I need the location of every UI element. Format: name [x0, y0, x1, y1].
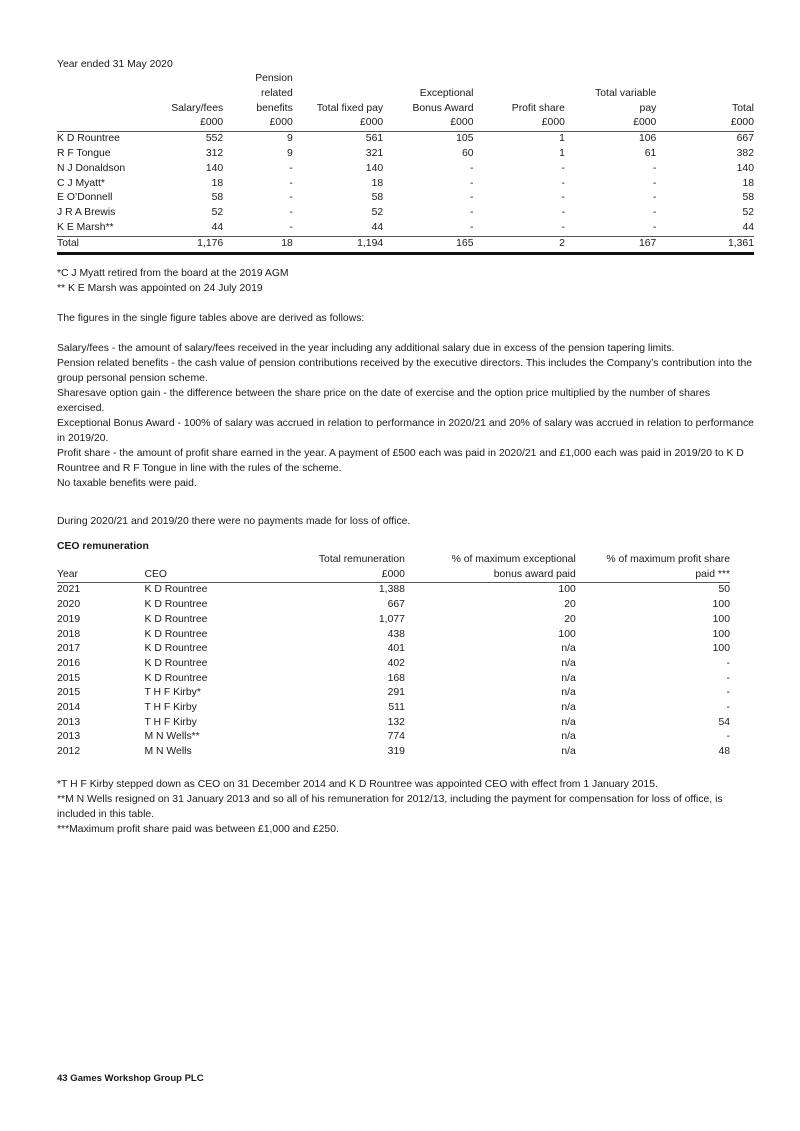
column-header: related [261, 87, 293, 99]
bonus-percent: n/a [561, 643, 576, 655]
cell-value: 106 [638, 133, 657, 145]
cell-value: 1,361 [656, 236, 754, 253]
column-header: paid *** [576, 568, 730, 583]
bonus-percent: n/a [561, 746, 576, 758]
derivation-salary: Salary/fees - the amount of salary/fees received in the year including any additional salary due in excess of the pension tapering limits. [57, 343, 675, 354]
table-row [57, 716, 730, 731]
table-row [57, 177, 754, 192]
ceo-name: M N Wells [144, 746, 192, 758]
bonus-percent: n/a [561, 702, 576, 714]
cell-value: 1,176 [153, 236, 224, 253]
cell-value: 52 [742, 207, 754, 219]
footnote: ** K E Marsh was appointed on 24 July 2019 [57, 283, 263, 294]
header-row-1 [57, 72, 754, 87]
cell-value: 140 [736, 162, 754, 174]
cell-value: 52 [371, 207, 384, 219]
cell-value: - [289, 192, 293, 204]
ceo-name: K D Rountree [144, 643, 208, 655]
cell-value: 61 [644, 147, 657, 159]
cell-value: 165 [383, 236, 473, 253]
total-remuneration: 132 [387, 716, 405, 728]
unit-header: £000 [656, 116, 754, 131]
table-row [57, 583, 730, 598]
column-header [656, 72, 754, 87]
profit-share-percent: - [726, 731, 730, 743]
column-header: Total fixed pay [316, 102, 384, 114]
footnote: ***Maximum profit share paid was between £1,000 and £250. [57, 824, 339, 835]
column-header [153, 72, 224, 87]
table-row [57, 132, 754, 147]
cell-value: - [652, 192, 657, 204]
cell-value: - [289, 221, 293, 233]
cell-value: 18 [211, 177, 224, 189]
year-cell: 2017 [57, 643, 81, 655]
cell-value: 9 [287, 147, 293, 159]
page-footer: 43 Games Workshop Group PLC [57, 1073, 204, 1084]
year-cell: 2015 [57, 687, 81, 699]
director-name: J R A Brewis [57, 207, 116, 219]
cell-value: - [652, 207, 657, 219]
table-row [57, 598, 730, 613]
notes-section [57, 266, 754, 529]
cell-value: 561 [365, 133, 384, 145]
cell-value: - [470, 177, 474, 189]
total-remuneration: 401 [387, 643, 405, 655]
cell-value: 167 [565, 236, 656, 253]
column-header [656, 87, 754, 102]
year-cell: 2019 [57, 613, 81, 625]
cell-value: 382 [736, 147, 754, 159]
column-header: Pension [255, 73, 293, 84]
profit-share-percent: 100 [712, 643, 730, 655]
total-row [57, 236, 754, 253]
total-remuneration: 667 [387, 599, 405, 611]
cell-value: 44 [371, 221, 384, 233]
ceo-footnotes [57, 777, 754, 837]
derivation-pension: Pension related benefits - the cash value of pension contributions received by the executive directors. This includes the Company’s contribution into the group personal pension scheme. [57, 358, 753, 384]
profit-share-percent: - [726, 687, 730, 699]
column-header: Exceptional [419, 87, 474, 99]
table-row [57, 206, 754, 221]
table-row [57, 686, 730, 701]
ceo-name: K D Rountree [144, 613, 208, 625]
column-header: % of maximum exceptional [451, 554, 576, 565]
cell-value: 321 [365, 147, 384, 159]
year-cell: 2020 [57, 599, 81, 611]
cell-value: - [561, 221, 565, 233]
ceo-name: K D Rountree [144, 672, 208, 684]
director-name: K E Marsh** [57, 221, 114, 233]
total-remuneration: 511 [388, 702, 405, 714]
bonus-percent: 20 [564, 599, 576, 611]
director-name: N J Donaldson [57, 162, 126, 174]
unit-header: £000 [474, 116, 565, 131]
total-remuneration: 774 [387, 731, 405, 743]
total-remuneration: 319 [387, 746, 405, 758]
header-row-2 [57, 568, 730, 583]
derivation-profit-share: Profit share - the amount of profit share earned in the year. A payment of £500 each was paid in 2020/21 and £1,000 each was paid in 2019/20 to K D Rountree and R F Tongue in line with the rules of the scheme. [57, 448, 744, 474]
cell-value: - [561, 192, 565, 204]
cell-value: 58 [211, 192, 224, 204]
header-row-1 [57, 553, 730, 568]
director-name: R F Tongue [57, 147, 111, 159]
column-header: £000 [270, 568, 405, 583]
profit-share-percent: 100 [712, 599, 730, 611]
cell-value: 18 [742, 177, 754, 189]
director-name: K D Rountree [57, 133, 120, 145]
cell-value: - [561, 177, 565, 189]
cell-value: 140 [205, 162, 224, 174]
profit-share-percent: 48 [718, 746, 730, 758]
cell-value: - [561, 162, 565, 174]
cell-value: - [652, 177, 657, 189]
total-remuneration: 168 [387, 672, 405, 684]
cell-value: 552 [205, 133, 224, 145]
cell-value: - [652, 221, 657, 233]
ceo-name: T H F Kirby [144, 716, 197, 728]
bonus-percent: 100 [558, 628, 576, 640]
ceo-name: K D Rountree [144, 584, 208, 596]
year-cell: 2013 [57, 731, 81, 743]
table-row [57, 613, 730, 628]
cell-value: 1,194 [293, 236, 383, 253]
unit-header: £000 [565, 116, 656, 131]
ceo-name: T H F Kirby [144, 702, 197, 714]
total-remuneration: 402 [387, 657, 405, 669]
cell-value: - [652, 162, 657, 174]
table-row [57, 147, 754, 162]
cell-value: - [470, 221, 474, 233]
column-header: benefits [256, 102, 293, 114]
cell-value: - [470, 162, 474, 174]
column-header [293, 87, 383, 102]
table-row [57, 162, 754, 177]
unit-header: £000 [223, 116, 293, 131]
cell-value: 105 [456, 133, 474, 145]
cell-value: 44 [211, 221, 224, 233]
derivation-taxable: No taxable benefits were paid. [57, 478, 197, 489]
year-cell: 2012 [57, 746, 81, 758]
year-cell: 2016 [57, 657, 81, 669]
ceo-name: M N Wells** [144, 731, 200, 743]
table-row [57, 628, 730, 643]
bonus-percent: n/a [561, 672, 576, 684]
column-header: Total remuneration [318, 554, 405, 565]
bonus-percent: n/a [561, 731, 576, 743]
total-remuneration: 1,077 [378, 613, 405, 625]
year-cell: 2013 [57, 716, 81, 728]
header-row-3 [57, 102, 754, 117]
cell-value: 44 [742, 221, 754, 233]
cell-value: 18 [223, 236, 293, 253]
cell-value: - [289, 207, 293, 219]
profit-share-percent: - [726, 657, 730, 669]
derivation-sharesave: Sharesave option gain - the difference between the share price on the date of exercise and the option price multiplied by the number of shares exercised. [57, 388, 711, 414]
total-remuneration: 1,388 [378, 584, 405, 596]
ceo-name: K D Rountree [144, 628, 208, 640]
ceo-name: T H F Kirby* [144, 687, 201, 699]
table-row [57, 191, 754, 206]
bonus-percent: 100 [558, 584, 576, 596]
ceo-remuneration-title: CEO remuneration [57, 541, 149, 552]
column-header: bonus award paid [405, 568, 576, 583]
column-header [293, 72, 383, 87]
footnote: *T H F Kirby stepped down as CEO on 31 December 2014 and K D Rountree was appointed CEO with effect from 1 January 2015. [57, 779, 658, 790]
column-header: Total variable [595, 87, 657, 99]
profit-share-percent: 50 [718, 584, 730, 596]
footnote: **M N Wells resigned on 31 January 2013 and so all of his remuneration for 2012/13, including the payment for compensation for loss of office, is included in this table. [57, 794, 723, 820]
header-row-2 [57, 87, 754, 102]
ceo-remuneration-table [57, 553, 730, 760]
year-cell: 2014 [57, 702, 81, 714]
derivation-bonus: Exceptional Bonus Award - 100% of salary was accrued in relation to performance in 2020/21 and 20% of salary was accrued in relation to performance in 2019/20. [57, 418, 754, 444]
column-header: CEO [145, 568, 270, 583]
single-figure-table [57, 72, 754, 255]
table-row [57, 642, 730, 657]
cell-value: 52 [211, 207, 224, 219]
table-row [57, 701, 730, 716]
cell-value: 2 [474, 236, 565, 253]
ceo-name: K D Rountree [144, 599, 208, 611]
unit-header: £000 [153, 116, 224, 131]
profit-share-percent: - [726, 702, 730, 714]
column-header: Bonus Award [412, 102, 474, 114]
header-unit-row [57, 116, 754, 131]
column-header [474, 87, 565, 102]
table-row [57, 221, 754, 236]
table-row [57, 672, 730, 687]
loss-of-office-note: During 2020/21 and 2019/20 there were no payments made for loss of office. [57, 516, 411, 527]
director-name: C J Myatt* [57, 177, 105, 189]
unit-header: £000 [293, 116, 383, 131]
cell-value: 1 [559, 133, 565, 145]
single-figure-table-title: Year ended 31 May 2020 [57, 59, 173, 70]
unit-header: £000 [383, 116, 473, 131]
column-header: Year [57, 568, 145, 583]
column-header: % of maximum profit share [606, 554, 730, 565]
cell-value: 58 [371, 192, 384, 204]
year-cell: 2015 [57, 672, 81, 684]
column-header [474, 72, 565, 87]
table-row [57, 745, 730, 760]
profit-share-percent: 100 [712, 628, 730, 640]
bonus-percent: n/a [561, 657, 576, 669]
cell-value: 9 [287, 133, 293, 145]
footnote: *C J Myatt retired from the board at the 2019 AGM [57, 268, 289, 279]
derivation-intro: The figures in the single figure tables above are derived as follows: [57, 313, 365, 324]
table-row [57, 657, 730, 672]
table-row [57, 730, 730, 745]
cell-value: 58 [742, 192, 754, 204]
profit-share-percent: 54 [718, 716, 730, 728]
cell-value: - [470, 192, 474, 204]
profit-share-percent: 100 [712, 613, 730, 625]
bonus-percent: n/a [561, 687, 576, 699]
column-header [153, 87, 224, 102]
bonus-percent: n/a [561, 716, 576, 728]
cell-value: 18 [371, 177, 384, 189]
cell-value: - [470, 207, 474, 219]
director-name: E O’Donnell [57, 192, 113, 204]
director-name: Total [57, 236, 153, 253]
cell-value: - [561, 207, 565, 219]
column-header: Total [732, 102, 754, 114]
ceo-name: K D Rountree [144, 657, 208, 669]
profit-share-percent: - [726, 672, 730, 684]
column-header [565, 72, 656, 87]
column-header: Profit share [511, 102, 565, 114]
cell-value: 140 [365, 162, 384, 174]
cell-value: 60 [461, 147, 474, 159]
cell-value: - [289, 162, 293, 174]
bonus-percent: 20 [564, 613, 576, 625]
column-header: pay [639, 102, 657, 114]
column-header [383, 72, 473, 87]
cell-value: 1 [559, 147, 565, 159]
cell-value: - [289, 177, 293, 189]
column-header: Salary/fees [171, 102, 224, 114]
cell-value: 312 [205, 147, 224, 159]
total-remuneration: 291 [387, 687, 405, 699]
year-cell: 2018 [57, 628, 81, 640]
total-remuneration: 438 [387, 628, 405, 640]
year-cell: 2021 [57, 584, 81, 596]
cell-value: 667 [736, 133, 754, 145]
